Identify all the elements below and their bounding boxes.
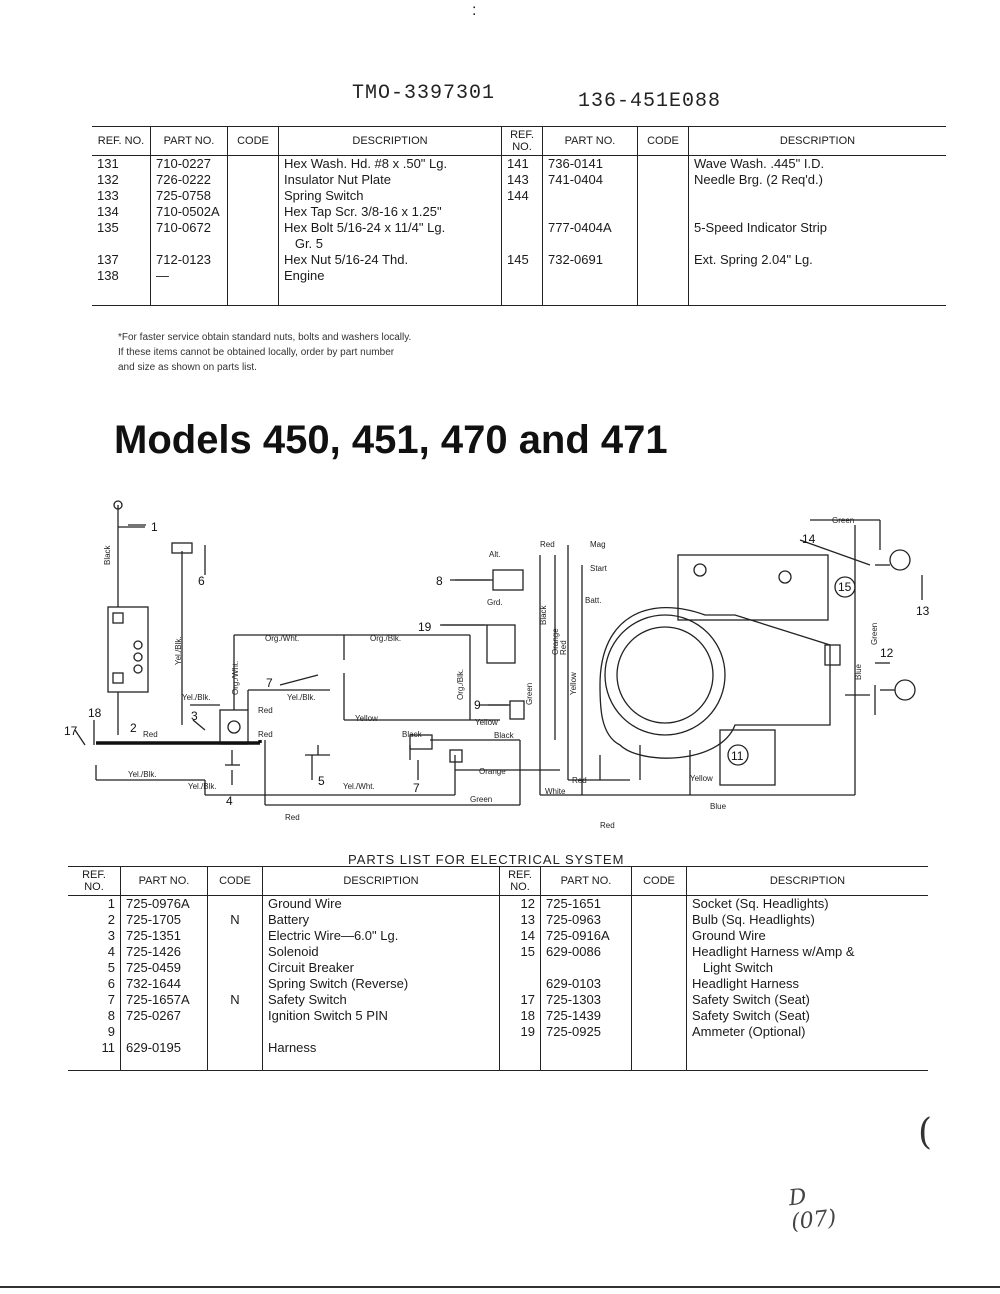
table-cell-part-2: 725-1651 725-0963 725-0916A 629-0086 629-0103 725-1303 725-1439 725-0925 <box>541 896 632 1071</box>
wire-label: Org./Wht. <box>265 634 300 643</box>
wire-label: Red <box>559 640 568 655</box>
wire-label: Red <box>143 730 158 739</box>
bottom-rule <box>0 1286 1000 1288</box>
callout-8: 8 <box>436 574 443 588</box>
wire-label: Orange <box>551 628 560 655</box>
wire-label: Blue <box>854 663 863 680</box>
wire-label: Orange <box>479 767 506 776</box>
wire-label: Black <box>402 730 422 739</box>
corner-mark: ( <box>918 1112 933 1153</box>
wire-label: Red <box>600 821 615 830</box>
table-cell-ref-2: 12 13 14 15 17 18 19 <box>500 896 541 1071</box>
wire-label: Batt. <box>585 596 602 605</box>
battery-box <box>108 607 148 692</box>
top-mark: : <box>472 2 477 19</box>
wire-label: Black <box>494 731 514 740</box>
wire-label: Yel./Blk. <box>182 693 211 702</box>
battery-terminal <box>113 673 123 683</box>
callout-7: 7 <box>266 676 273 690</box>
col-ref-no-2: REF. NO. <box>500 867 541 896</box>
table-cell-desc-2: Socket (Sq. Headlights) Bulb (Sq. Headlights) Ground Wire Headlight Harness w/Amp & Light Switch Headlight Harness Safety Switch (Seat) Safety Switch (Seat) Ammeter (Optional) <box>687 896 929 1071</box>
wiring-diagram <box>0 495 1000 840</box>
wire-label: Yel./Blk. <box>287 693 316 702</box>
col-code-2: CODE <box>638 127 689 156</box>
col-description-2: DESCRIPTION <box>689 127 947 156</box>
table-cell-desc-2: Wave Wash. .445" I.D. Needle Brg. (2 Req'd.) 5-Speed Indicator Strip Ext. Spring 2.04" Lg. <box>689 156 947 306</box>
wire-label: Yel./Wht. <box>343 782 375 791</box>
col-part-no: PART NO. <box>151 127 228 156</box>
callout-11: 11 <box>731 749 744 763</box>
table-cell-desc: Ground Wire Battery Electric Wire—6.0" Lg. Solenoid Circuit Breaker Spring Switch (Reverse) Safety Switch Ignition Switch 5 PIN Harness <box>263 896 500 1071</box>
wire-label: Grd. <box>487 598 503 607</box>
wire-label: Org./Wht. <box>231 660 240 695</box>
table-cell-code <box>228 156 279 306</box>
callout-6: 6 <box>198 574 205 588</box>
col-ref-no: REF. NO. <box>68 867 121 896</box>
table-cell-part: 725-0976A 725-1705 725-1351 725-1426 725-0459 732-1644 725-1657A 725-0267 629-0195 <box>121 896 208 1071</box>
callout-13: 13 <box>916 604 930 618</box>
footnote-line: If these items cannot be obtained locally, order by part number <box>118 347 395 358</box>
table-cell-ref-2: 141 143 144 145 <box>502 156 543 306</box>
footnote-line: and size as shown on parts list. <box>118 362 257 373</box>
wire-label: Green <box>525 682 534 705</box>
table-cell-ref: 131 132 133 134 135 137 138 <box>97 156 119 283</box>
wire-label: Red <box>285 813 300 822</box>
callout-15: 15 <box>838 580 852 594</box>
col-code: CODE <box>228 127 279 156</box>
wire-label: Yellow <box>355 714 378 723</box>
callout-1: 1 <box>151 520 158 534</box>
callout-5: 5 <box>318 774 325 788</box>
callout-14: 14 <box>802 532 816 546</box>
top-parts-table <box>92 126 946 306</box>
callout-12: 12 <box>880 646 894 660</box>
models-title: Models 450, 451, 470 and 471 <box>114 418 668 462</box>
wire-label: Org./Blk. <box>370 634 402 643</box>
wire-label: Mag <box>590 540 606 549</box>
wire-label: Org./Blk. <box>456 668 465 700</box>
wire-label: Start <box>590 564 607 573</box>
wire-label: White <box>545 787 566 796</box>
table-cell-desc: Hex Wash. Hd. #8 x .50" Lg. Insulator Nut Plate Spring Switch Hex Tap Scr. 3/8-16 x 1.25" Hex Bolt 5/16-24 x 11/4" Lg. Gr. 5 Hex Nut 5/16-24 Thd. Engine <box>279 156 502 306</box>
callout-2: 2 <box>130 721 137 735</box>
wire-label: Black <box>103 545 112 565</box>
wire-label: Red <box>258 706 273 715</box>
callout-7b: 7 <box>413 781 420 795</box>
col-ref-no-2: REF. NO. <box>502 127 543 156</box>
callout-19: 19 <box>418 620 432 634</box>
battery-terminal <box>113 613 123 623</box>
wire-label: Green <box>470 795 493 804</box>
wire-label: Green <box>832 516 855 525</box>
wire-label: Yellow <box>569 672 578 695</box>
col-code: CODE <box>208 867 263 896</box>
table-cell-ref: 1 2 3 4 5 6 7 8 9 11 <box>101 896 115 1055</box>
solenoid <box>220 710 248 744</box>
elec-parts-table <box>68 866 928 1071</box>
wire-label: Yellow <box>475 718 498 727</box>
wire-label: Red <box>540 540 555 549</box>
ammeter <box>487 625 515 663</box>
callout-9: 9 <box>474 698 481 712</box>
wire-label: Blue <box>710 802 727 811</box>
col-part-no: PART NO. <box>121 867 208 896</box>
ignition-switch <box>493 570 523 590</box>
wire-label: Green <box>870 622 879 645</box>
handwritten-note: D (07) <box>787 1184 838 1236</box>
wire-label: Yel./Blk. <box>128 770 157 779</box>
footnote <box>118 330 411 375</box>
table-cell-code: N N <box>208 896 263 1071</box>
col-description: DESCRIPTION <box>279 127 502 156</box>
callout-17: 17 <box>64 724 78 738</box>
wire-label: Red <box>258 730 273 739</box>
engine-outline <box>600 608 830 758</box>
callout-18: 18 <box>88 706 102 720</box>
wire-label: Yellow <box>690 774 713 783</box>
header-right-code: 136-451E088 <box>578 90 722 113</box>
header-left-code: TMO-3397301 <box>352 82 496 105</box>
engine-top-plate <box>678 555 828 620</box>
callout-4: 4 <box>226 794 233 808</box>
wire-label: Alt. <box>489 550 501 559</box>
table-cell-part: 710-0227 726-0222 725-0758 710-0502A 710-0672 712-0123 — <box>151 156 228 306</box>
col-part-no-2: PART NO. <box>543 127 638 156</box>
table-cell-code-2 <box>638 156 689 306</box>
table-cell-code-2 <box>632 896 687 1071</box>
col-ref-no: REF. NO. <box>92 127 151 156</box>
wire-label: Yel./Blk. <box>188 782 217 791</box>
wire-label: Yel./Blk. <box>174 636 183 665</box>
col-part-no-2: PART NO. <box>541 867 632 896</box>
wire-label: Red <box>572 776 587 785</box>
wire-label: Black <box>539 605 548 625</box>
callout-3: 3 <box>191 709 198 723</box>
elec-parts-title: PARTS LIST FOR ELECTRICAL SYSTEM <box>348 852 625 867</box>
table-cell-part-2: 736-0141 741-0404 777-0404A 732-0691 <box>543 156 638 306</box>
col-description: DESCRIPTION <box>263 867 500 896</box>
col-code-2: CODE <box>632 867 687 896</box>
footnote-line: *For faster service obtain standard nuts, bolts and washers locally. <box>118 332 412 343</box>
col-description-2: DESCRIPTION <box>687 867 929 896</box>
